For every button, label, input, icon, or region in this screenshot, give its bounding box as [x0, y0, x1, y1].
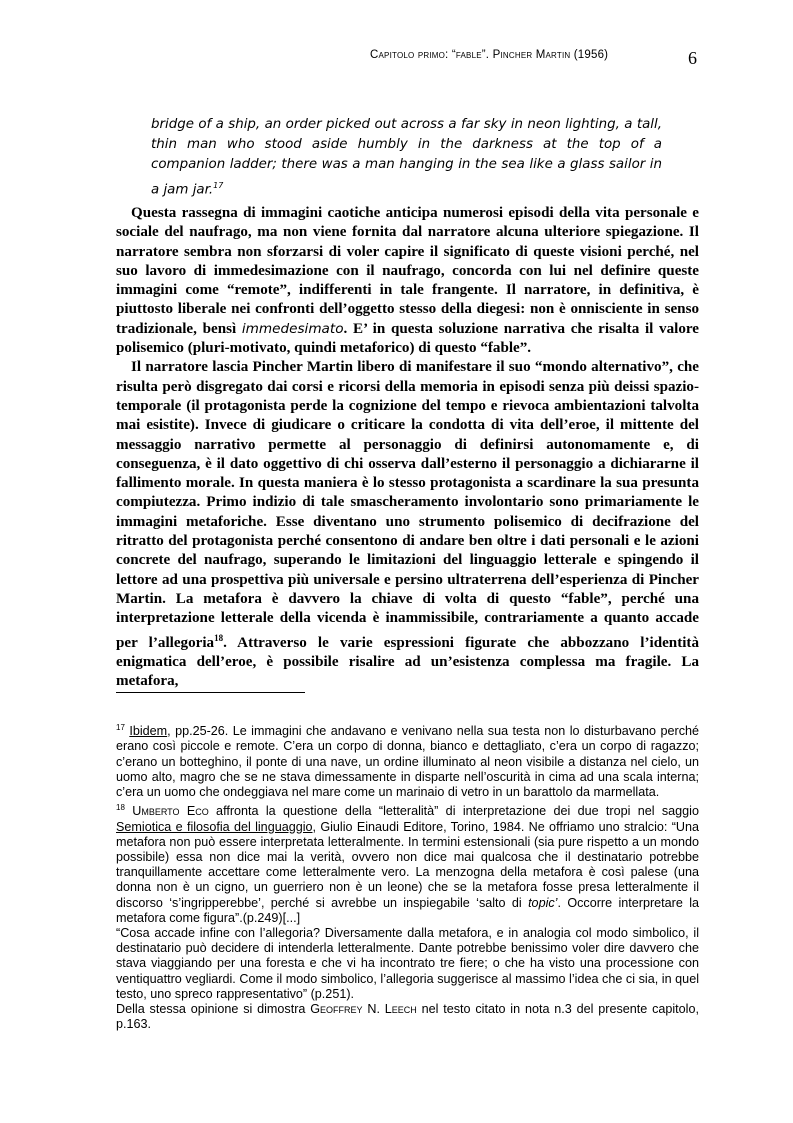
paragraph-1: Questa rassegna di immagini caotiche anticipa numerosi episodi della vita personale e sociale del naufrago, ma non viene fornita dal narratore alcuna ulteriore spiegazione. Il narratore sembra non sforzarsi di voler capire il significato di queste visioni perché, nel suo lavoro di immedesimazione con il naufrago, concorda con lui nel definire queste immagini come “remote”, indifferenti in tale frangente. Il narratore, in definitiva, è piuttosto liberale nei confronti dell’oggetto stesso della diegesi: non è onnisciente in senso tradizionale, bensì immedesimato. E’ in questa soluzione narrativa che risalta il valore polisemico (pluri-motivato, quindi metaforico) di questo “fable”.: [116, 205, 699, 357]
footnotes: [116, 720, 699, 1032]
emphasis-immedesimato: immedesimato: [241, 320, 344, 337]
footnote-18: $^{18}$ Umberto Eco affronta la questione della “letteralità” di interpretazione dei due tropi nel saggio Semiotica e filosofia del linguaggio, Giulio Einaudi Editore, Torino, 1984. Ne offriamo uno stralcio: “Una metafora non può essere interpretata letteralmente. In termini estensionali (sia pure rispetto a un mondo possibile) essa non dice mai la verità, ovvero non dice mai qualcosa che il destinatario potrebbe tranquillamente accettare come letteralmente vero. La menzogna della metafora è così palese (una donna non è un cigno, un guerriero non è un leone) che se la metafora fosse presa letteralmente il discorso ‘s’ingripperebbe’, perché si avrebbe un inspiegabile ‘salto di topic’. Occorre interpretare la metafora come figura”.(p.249)[...]: [116, 803, 699, 925]
footnote-separator: [116, 692, 305, 693]
footnote-17: $^{17}$ Ibidem, pp.25-26. Le immagini che andavano e venivano nella sua testa non lo disturbavano perché erano così piccole e remote. C’era un corpo di donna, bianco e dettagliato, c’era un corpo di ragazzo; c’erano un botteghino, il ponte di una nave, un ordine illuminato al neon visibile a distanza nel cielo, un uomo alto, magro che se ne stava dimessamente in disparte nell’oscurità in cima ad una scala interna; c’era un uomo che ondeggiava nel mare come un marinaio di vetro in un barattolo da marmellata.: [116, 723, 699, 799]
running-title: Capitolo primo: “fable”. Pincher Martin (1956): [370, 49, 609, 61]
footnote-18-leech: Della stessa opinione si dimostra Geoffrey N. Leech nel testo citato in nota n.3 del presente capitolo, p.163.: [116, 1002, 699, 1032]
book-title-link[interactable]: Semiotica e filosofia del linguaggio: [116, 819, 313, 834]
running-header: [370, 49, 690, 61]
paragraph-2: Il narratore lascia Pincher Martin libero di manifestare il suo “mondo alternativo”, che risulta però disgregato dai corsi e ricorsi della memoria in episodi senza più deissi spazio-temporale (il protagonista perde la cognizione del tempo e rievoca ambientazioni talvolta mai esistite). Invece di giudicare o criticare la condotta di vita dell’eroe, il mittente del messaggio narrativo permette al personaggio di definirsi autonomamente e, di conseguenza, è il dato oggettivo di chi osserva dall’esterno il personaggio a dichiararne il fallimento morale. In questa maniera è lo stesso protagonista a scardinare la sua presunta compiutezza. Primo indizio di tale smascheramento involontario sono primariamente le immagini metaforiche. Esse diventano uno strumento polisemico di decifrazione del ritratto del protagonista perché consentono di andare ben oltre i dati personali e le azioni concrete del naufrago, superando le limitazioni del linguaggio letterale e spingendo il lettore ad una prospettiva più universale e persino ultraterrena dell’esperienza di Pincher Martin. La metafora è davvero la chiave di volta di questo “fable”, perché una interpretazione letterale della vicenda è inammissibile, contrariamente a quanto accade per l’allegoria$^{18}$. Attraverso le varie espressioni figurate che abbozzano l’identità enigmatica dell’eroe, è possibile risalire ad un’esistenza complessa ma fragile. La metafora,: [116, 359, 699, 690]
footnote-18-allegory-quote: “Cosa accade infine con l’allegoria? Diversamente dalla metafora, e in analogia col modo simbolico, il destinatario può decidere di intenderla letteralmente. Dante potrebbe benissimo voler dire davvero che stava viaggiando per una foresta e che vi ha incontrato tre fiere; o che ha visto una processione con ventiquattro vegliardi. Come il modo simbolico, l’allegoria suggerisce al massimo l’idea che ci sia, in quel testo, uno spreco rappresentativo” (p.251).: [116, 926, 699, 1001]
main-text: [116, 204, 699, 691]
footnote-number-17: 17: [116, 723, 125, 732]
page-number: 6: [688, 48, 697, 68]
author-leech: Geoffrey N. Leech: [310, 1002, 417, 1017]
ibidem-link[interactable]: Ibidem: [129, 724, 168, 739]
footnote-ref-17[interactable]: 17: [213, 180, 224, 190]
footnote-number-18: 18: [116, 803, 125, 813]
quote-text: bridge of a ship, an order picked out across a far sky in neon lighting, a tall, thin man who stood aside humbly in the darkness at the top of a companion ladder; there was a man hanging in the sea like a glass sailor in a jam jar.: [151, 117, 662, 198]
footnote-ref-18[interactable]: 18: [214, 632, 224, 643]
author-eco: Umberto Eco: [132, 804, 209, 819]
block-quote: [151, 115, 662, 200]
